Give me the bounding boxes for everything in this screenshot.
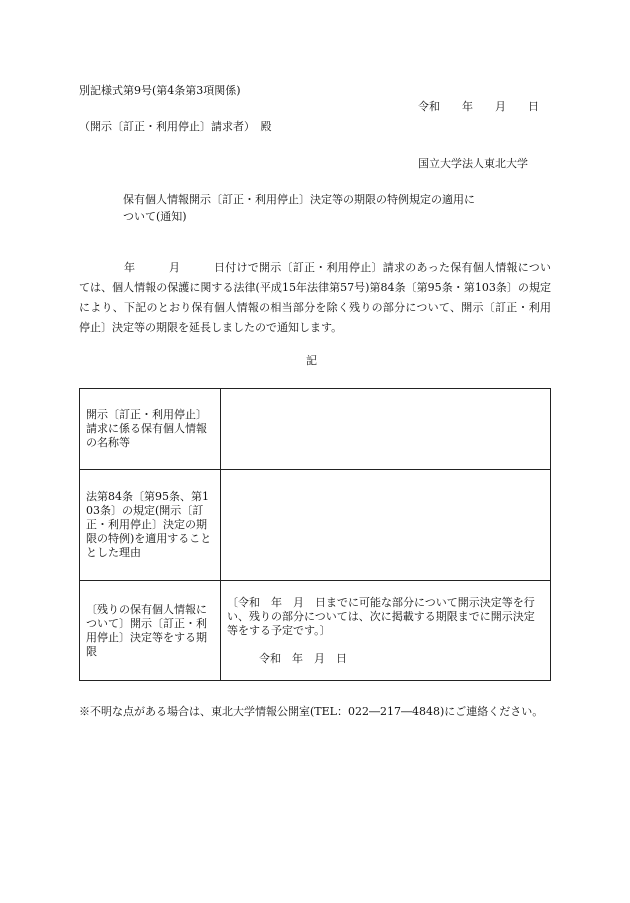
issuer: 国立大学法人東北大学 bbox=[418, 157, 528, 170]
table-row bbox=[80, 389, 551, 470]
footnote: ※不明な点がある場合は、東北大学情報公開室(TEL：022―217―4848)にご連絡ください。 bbox=[79, 705, 544, 718]
row3-value bbox=[221, 581, 551, 681]
row3-label: 〔残りの保有個人情報について〕開示〔訂正・利用停止〕決定等をする期限 bbox=[80, 581, 221, 681]
subject-line-2: ついて(通知) bbox=[123, 210, 187, 223]
subject-line-1: 保有個人情報開示〔訂正・利用停止〕決定等の期限の特例規定の適用に bbox=[123, 193, 475, 206]
date-line: 令和 年 月 日 bbox=[418, 100, 539, 113]
row2-value bbox=[221, 470, 551, 581]
subject-title bbox=[123, 191, 523, 225]
row3-text: 〔令和 年 月 日までに可能な部分について開示決定等を行い、残りの部分については、次に掲載する期限までに開示決定等をする予定です。〕 bbox=[227, 595, 535, 637]
table-row bbox=[80, 470, 551, 581]
row2-label: 法第84条〔第95条、第103条〕の規定(開示〔訂正・利用停止〕決定の期限の特例)を適用することとした理由 bbox=[80, 470, 221, 581]
ki-heading: 記 bbox=[306, 354, 317, 367]
row3-date: 令和 年 月 日 bbox=[259, 651, 347, 665]
row1-value bbox=[221, 389, 551, 470]
body-paragraph: 年 月 日付けで開示〔訂正・利用停止〕請求のあった保有個人情報については、個人情報の保護に関する法律(平成15年法律第57号)第84条〔第95条・第103条〕の規定により、下記のとおり保有個人情報の相当部分を除く残りの部分について、開示〔訂正・利用停止〕決定等の期限を延長しましたので通知します。 bbox=[79, 261, 551, 334]
form-number: 別記様式第9号(第4条第3項関係) bbox=[79, 84, 241, 97]
notice-table bbox=[79, 388, 551, 681]
row1-label: 開示〔訂正・利用停止〕請求に係る保有個人情報の名称等 bbox=[80, 389, 221, 470]
table-row bbox=[80, 581, 551, 681]
addressee: （開示〔訂正・利用停止〕請求者） 殿 bbox=[79, 120, 272, 133]
